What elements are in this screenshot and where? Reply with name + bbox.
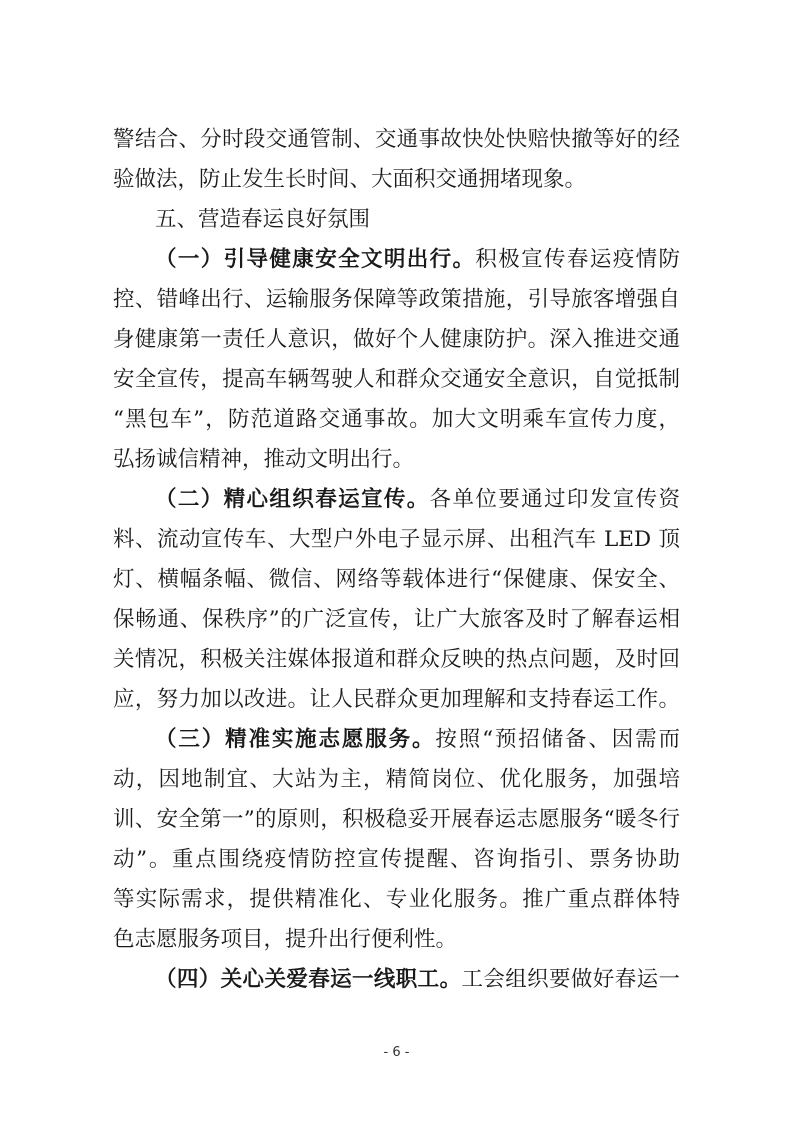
paragraph-line: “黑包车”，防范道路交通事故。加大文明乘车宣传力度， bbox=[113, 407, 680, 432]
paragraph-line: 动”。重点围绕疫情防控宣传提醒、咨询指引、票务协助 bbox=[113, 847, 680, 872]
paragraph-line: 关情况，积极关注媒体报道和群众反映的热点问题，及时回 bbox=[113, 647, 680, 672]
paragraph-lead: （三）精准实施志愿服务。 bbox=[155, 727, 436, 752]
paragraph-line: 应，努力加以改进。让人民群众更加理解和支持春运工作。 bbox=[113, 687, 680, 712]
paragraph-line: 灯、横幅条幅、微信、网络等载体进行“保健康、保安全、 bbox=[113, 567, 680, 592]
paragraph-lead: （二）精心组织春运宣传。 bbox=[155, 487, 430, 512]
paragraph-line bbox=[155, 242, 680, 278]
paragraph-lead: （一）引导健康安全文明出行。 bbox=[155, 247, 476, 272]
paragraph-text: 工会组织要做好春运一 bbox=[461, 967, 680, 992]
paragraph-line: 弘扬诚信精神，推动文明出行。 bbox=[113, 447, 415, 472]
paragraph-line: 料、流动宣传车、大型户外电子显示屏、出租汽车 LED 顶 bbox=[113, 527, 680, 552]
body-line: 警结合、分时段交通管制、交通事故快处快赔快撤等好的经 bbox=[113, 127, 680, 152]
paragraph-text: 各单位要通过印发宣传资 bbox=[429, 487, 680, 512]
paragraph-text: 积极宣传春运疫情防 bbox=[475, 247, 680, 272]
paragraph-line: 色志愿服务项目，提升出行便利性。 bbox=[113, 927, 458, 952]
page-number: - 6 - bbox=[383, 1045, 410, 1060]
paragraph-text: 按照“预招储备、因需而 bbox=[435, 727, 680, 752]
paragraph-line: 身健康第一责任人意识，做好个人健康防护。深入推进交通 bbox=[113, 327, 680, 352]
section-heading: 五、营造春运良好氛围 bbox=[155, 207, 371, 232]
paragraph-line bbox=[155, 482, 680, 518]
paragraph-line: 安全宣传，提高车辆驾驶人和群众交通安全意识，自觉抵制 bbox=[113, 367, 680, 392]
paragraph-lead: （四）关心关爱春运一线职工。 bbox=[155, 967, 462, 992]
paragraph-line: 等实际需求，提供精准化、专业化服务。推广重点群体特 bbox=[113, 887, 680, 912]
paragraph-line: 动，因地制宜、大站为主，精简岗位、优化服务，加强培 bbox=[113, 767, 680, 792]
body-line: 验做法，防止发生长时间、大面积交通拥堵现象。 bbox=[113, 167, 587, 192]
paragraph-line: 保畅通、保秩序”的广泛宣传，让广大旅客及时了解春运相 bbox=[113, 607, 680, 632]
paragraph-line: 训、安全第一”的原则，积极稳妥开展春运志愿服务“暖冬行 bbox=[113, 807, 680, 832]
paragraph-line bbox=[155, 962, 680, 998]
paragraph-line bbox=[155, 722, 680, 758]
paragraph-line: 控、错峰出行、运输服务保障等政策措施，引导旅客增强自 bbox=[113, 287, 680, 312]
